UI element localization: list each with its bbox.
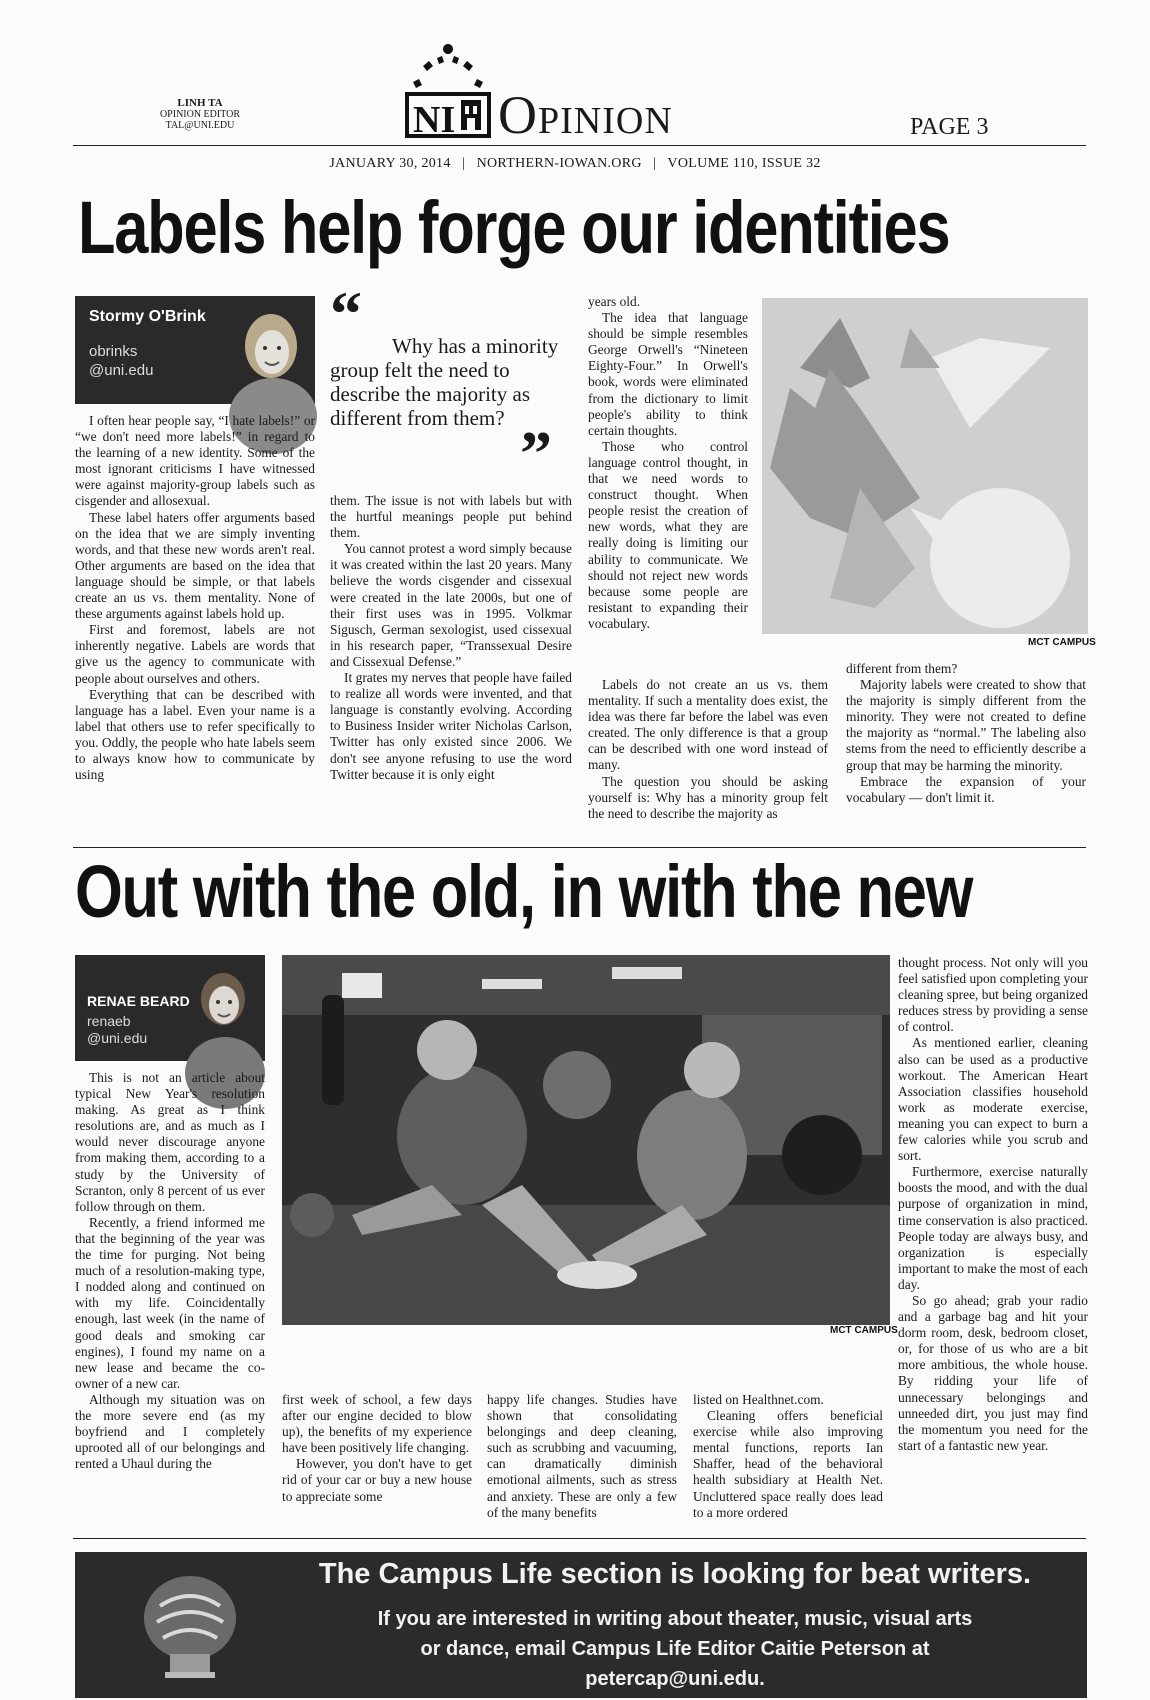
article2-col1 — [75, 1070, 265, 1472]
paragraph: different from them? — [846, 661, 958, 676]
article2-byline — [75, 955, 265, 1061]
volume-issue: VOLUME 110, ISSUE 32 — [667, 156, 821, 171]
ad-line: If you are interested in writing about theater, music, visual arts — [377, 1608, 973, 1630]
author-headshot — [225, 296, 315, 404]
issue-date: JANUARY 30, 2014 — [329, 156, 451, 171]
paragraph: Furthermore, exercise naturally boosts the mood, and with the dual purpose of organization in mind, time conservation is also practiced. People today are always busy, and organization is especially important to make the most of each day. — [898, 1164, 1088, 1292]
editor-role: OPINION EDITOR — [159, 109, 241, 120]
article2-col2 — [282, 1392, 472, 1505]
photo-credit: MCT CAMPUS — [830, 1325, 898, 1336]
article2-col5 — [898, 955, 1088, 1454]
paragraph: First and foremost, labels are not inherently negative. Labels are words that give us the agency to communicate with people about ourselves and others. — [75, 622, 315, 686]
image-credit: MCT CAMPUS — [1028, 637, 1096, 648]
article2-col3 — [487, 1392, 677, 1521]
article2-headline: Out with the old, in with the new — [75, 850, 973, 933]
paragraph: Those who control language control thought, in that we need words to construct thought. When people resist the creation of new words, what they are really doing is limiting our ability to communicate. We should not reject new words because some people are resistant to expanding their vocabulary. — [588, 438, 748, 631]
speech-bubbles-illustration — [760, 298, 1096, 648]
paragraph: The question you should be asking yourself is: Why has a minority group felt the need to describe the majority as — [588, 773, 828, 821]
website: NORTHERN-IOWAN.ORG — [476, 156, 642, 171]
paragraph: years old. — [588, 294, 641, 309]
article1-col3-bottom — [588, 677, 828, 822]
pullquote-text: Why has a minority group felt the need to describe the majority as different from them? — [330, 334, 559, 430]
paragraph: The idea that language should be simple resembles George Orwell's “Nineteen Eighty-Four.” In Orwell's book, words were eliminated from the dictionary to limit people's ability to think certain thoughts. — [588, 310, 748, 438]
ad-body — [275, 1604, 1075, 1694]
article1-byline — [75, 296, 315, 404]
author-email-user: obrinks — [89, 343, 138, 360]
article-divider — [73, 847, 1086, 848]
dateline-separator: | — [653, 156, 657, 171]
paragraph: So go ahead; grab your radio and a garbage bag and hit your dorm room, desk, bedroom closet, or, for those of us who are a bit more ambitious, the whole house. By ridding your life of unnecessary belongings and unneeded dirt, you just may find the momentum you need for the start of a fantastic new year. — [898, 1292, 1088, 1453]
paragraph: Majority labels were created to show that the majority is simply different from the minority. They were not created to define the majority as “normal.” The labeling also stems from the need to efficiently describe a group that may be harming the minority. — [846, 677, 1086, 773]
paragraph: Recently, a friend informed me that the beginning of the year was the time for purging. Not being much of a resolution-making type, I nodded along and continued on with my life. Coincidentally enough, last week (in the name of good deals and smoking car engines), I found my name on a new lease and became the co-owner of a new car. — [75, 1214, 265, 1391]
article1-col4 — [846, 661, 1086, 806]
paragraph: As mentioned earlier, cleaning also can be used as a productive workout. The American Heart Association classifies household work as moderate exercise, meaning you can expect to burn a few calories while you scrub and sort. — [898, 1035, 1088, 1164]
masthead-rule — [73, 145, 1086, 146]
paragraph: You cannot protest a word simply because it was created within the last 20 years. Many believe the words cisgender and cissexual were created in the late 2000s, but one of their first uses was in 1995. Volkmar Sigusch, German sexologist, used cissexual in his research paper, “Transsexual Desire and Cissexual Defense.” — [330, 541, 572, 669]
ad-line: or dance, email Campus Life Editor Caitie Peterson at — [420, 1638, 930, 1660]
dateline — [250, 156, 900, 172]
paragraph: Although my situation was on the more severe end (as my boyfriend and I completely uprooted all of our belongings and rented a Uhaul during the — [75, 1391, 265, 1472]
author-email — [87, 1013, 147, 1047]
workout-photo — [282, 955, 898, 1336]
close-quote-mark: ” — [520, 418, 552, 489]
paragraph: This is not an article about typical New Year's resolution making. As great as I think resolutions are, and as much as I would never discourage anyone from making them, according to a study by the University of Scranton, only 8 percent of us ever follow through on them. — [75, 1070, 265, 1214]
paragraph: first week of school, a few days after our engine decided to blow up), the benefits of my experience have been positively life changing. — [282, 1392, 472, 1456]
author-email-domain: @uni.edu — [89, 362, 154, 379]
paragraph: them. The issue is not with labels but with the hurtful meanings people put behind them. — [330, 493, 572, 541]
section-title: Opinion — [498, 85, 673, 145]
dateline-separator: | — [462, 156, 466, 171]
article1-col1 — [75, 413, 315, 783]
article1-headline: Labels help forge our identities — [78, 186, 950, 269]
author-name: RENAE BEARD — [87, 993, 190, 1009]
article2-col4 — [693, 1392, 883, 1521]
author-email-user: renaeb — [87, 1013, 131, 1029]
paragraph: These label haters offer arguments based on the idea that we are simply inventing words, and that these new words aren't real. Other arguments are based on the idea that language should be simple, or that labels create an us vs. them mentality. None of these arguments against labels hold up. — [75, 509, 315, 622]
paragraph: However, you don't have to get rid of your car or buy a new house to appreciate some — [282, 1456, 472, 1504]
article1-col2 — [330, 493, 572, 783]
author-email — [89, 342, 153, 380]
paragraph: I often hear people say, “I hate labels!” or “we don't need more labels!” in regard to the learning of a new identity. Some of the most ignorant criticisms I have witnessed were against majority-group labels such as cisgender and allosexual. — [75, 413, 315, 509]
ad-divider — [73, 1538, 1086, 1539]
campus-life-ad — [75, 1552, 1087, 1698]
paragraph: It grates my nerves that people have failed to realize all words were invented, and that language is constantly evolving. According to Business Insider writer Nicholas Carlson, Twitter has only existed since 2006. We don't see anyone refusing to use the word Twitter because it is only eight — [330, 670, 572, 782]
paragraph: Cleaning offers beneficial exercise while also improving mental functions, reports Ian Shaffer, head of the behavioral health subsidiary at Health Net. Uncluttered space really does lead to a more ordered — [693, 1408, 883, 1520]
open-quote-mark: “ — [330, 278, 362, 349]
paragraph: Embrace the expansion of your vocabulary — don't limit it. — [846, 773, 1086, 805]
paragraph: Labels do not create an us vs. them mentality. If such a mentality does exist, the idea was there far before the label was even created. The only difference is that a group can be described with one word instead of many. — [588, 677, 828, 773]
northern-iowan-logo — [403, 48, 493, 140]
article1-col3-top — [588, 294, 748, 632]
author-email-domain: @uni.edu — [87, 1030, 148, 1046]
author-headshot — [183, 955, 265, 1061]
author-name: Stormy O'Brink — [89, 308, 206, 325]
paragraph: thought process. Not only will you feel satisfied upon completing your cleaning spree, but being organized reduces stress by providing a sense of control. — [898, 955, 1088, 1035]
paragraph: happy life changes. Studies have shown that consolidating belongings and deep cleaning, such as scrubbing and vacuuming, can dramatically diminish emotional ailments, such as stress and anxiety. These are only a few of the many benefits — [487, 1392, 677, 1520]
logo-letters: NI — [413, 99, 456, 141]
editor-email: TAL@UNI.EDU — [165, 120, 235, 131]
ad-headline: The Campus Life section is looking for beat writers. — [318, 1558, 1032, 1590]
pullquote — [330, 278, 575, 489]
page-number: PAGE 3 — [910, 114, 989, 140]
lightbulb-icon — [115, 1566, 265, 1688]
paragraph: Everything that can be described with language has a label. Even your name is a label that others use to refer specifically to you. Oddly, the people who hate labels seem to always know how to communicate by using — [75, 686, 315, 783]
ad-email-link[interactable]: petercap@uni.edu. — [585, 1668, 765, 1690]
editor-name: LINH TA — [177, 97, 223, 109]
paragraph: listed on Healthnet.com. — [693, 1392, 824, 1407]
editor-credit — [135, 98, 265, 131]
